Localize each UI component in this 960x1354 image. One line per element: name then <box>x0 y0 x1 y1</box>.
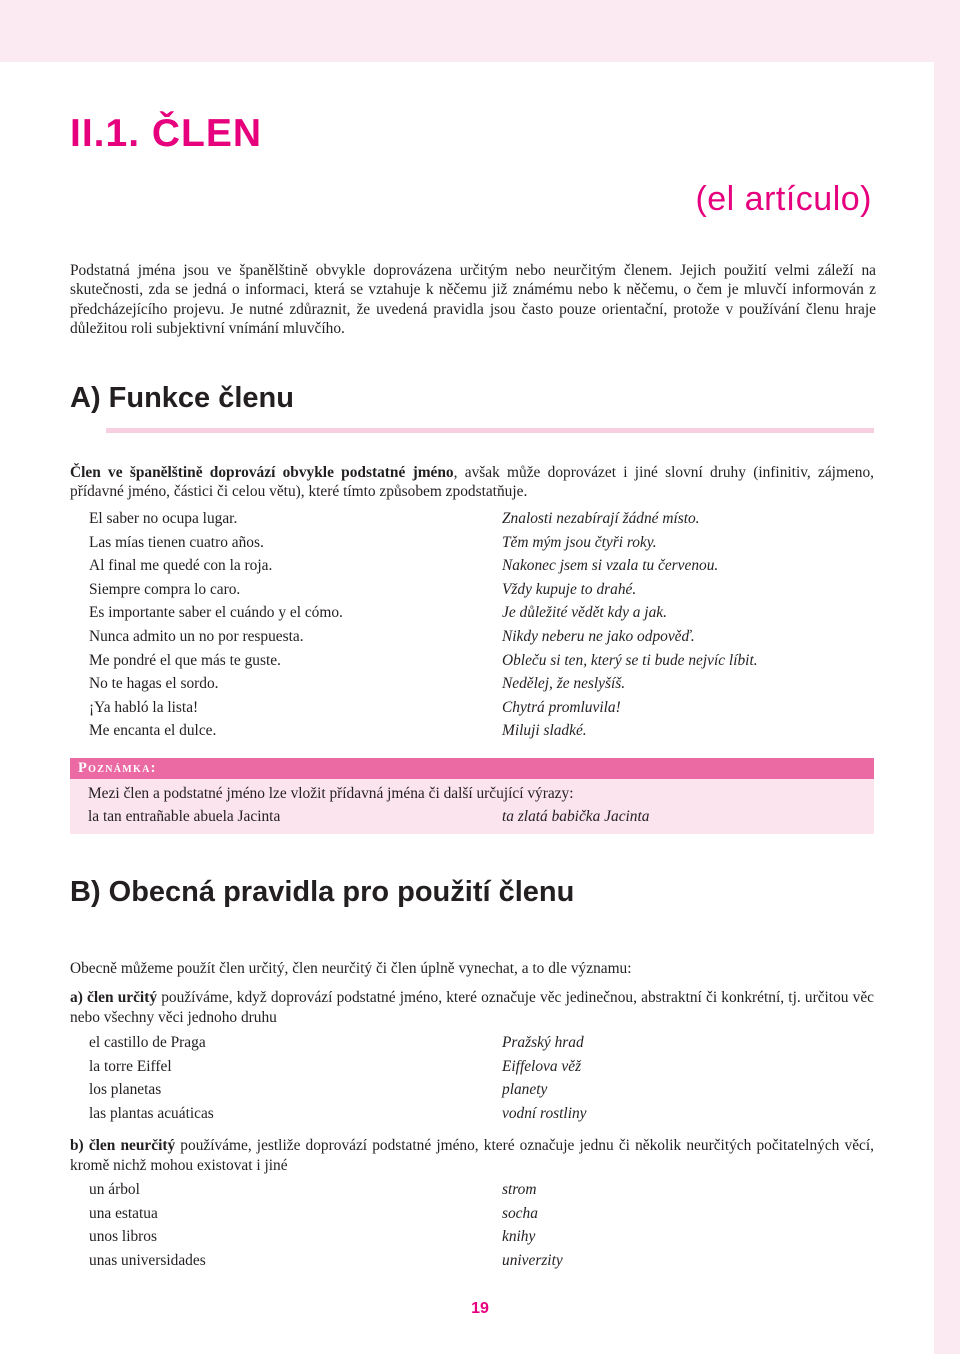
section-a-divider <box>106 428 874 433</box>
example-czech: Je důležité vědět kdy a jak. <box>502 604 667 622</box>
example-czech: Těm mým jsou čtyři roky. <box>502 533 657 551</box>
note-example-cz: ta zlatá babička Jacinta <box>502 808 650 825</box>
intro-paragraph: Podstatná jména jsou ve španělštině obvykle doprovázena určitým nebo neurčitým členem. Jejich použití velmi záleží na skutečnosti, zda se jedná o informaci, která se vztahuje k něčemu již známému nebo k něčemu, o čem je mluvčí informován z předcházejícího projevu. Je nutné zdůraznit, že uvedená pravidla jsou často pouze orientační, protože v používání členu hraje důležitou roli subjektivní vnímání mluvčího. <box>70 262 876 338</box>
example-czech: knihy <box>502 1228 536 1246</box>
top-band <box>0 0 960 62</box>
example-spanish: unos libros <box>89 1228 157 1246</box>
example-czech: Chytrá promluvila! <box>502 698 621 716</box>
section-a-examples <box>0 509 960 745</box>
note-example-es: la tan entrañable abuela Jacinta <box>88 808 281 825</box>
note-box <box>70 758 874 834</box>
example-czech: Pražský hrad <box>502 1034 584 1051</box>
example-spanish: unas universidades <box>89 1251 206 1269</box>
example-row <box>0 603 960 627</box>
page-number: 19 <box>471 1300 489 1317</box>
example-row <box>0 674 960 698</box>
example-row <box>0 721 960 745</box>
item-a-examples <box>0 1033 960 1127</box>
example-row <box>0 1227 960 1251</box>
example-czech: Vždy kupuje to drahé. <box>502 580 637 598</box>
item-a-text: používáme, když doprovází podstatné jméno, které označuje věc jedinečnou, abstraktní či konkrétní, tj. určitou věc nebo všechny věci jednoho druhu <box>70 989 875 1026</box>
example-row <box>0 1080 960 1104</box>
example-spanish: Me encanta el dulce. <box>89 722 217 740</box>
item-a-prefix: a) <box>70 989 88 1006</box>
example-row <box>0 1204 960 1228</box>
definition-bold: Člen ve španělštině doprovází obvykle podstatné jméno <box>70 464 454 481</box>
example-spanish: los planetas <box>89 1081 162 1099</box>
example-spanish: Siempre compra lo caro. <box>89 580 241 598</box>
example-czech: vodní rostliny <box>502 1104 587 1122</box>
chapter-title: II.1. ČLEN <box>70 112 263 155</box>
example-row <box>0 1033 960 1057</box>
definition-rest: , avšak může doprovázet i jiné slovní druhy (infinitiv, zájmeno, přídavné jméno, částici či celou větu), které tímto způsobem zpodstatňuje. <box>70 464 874 501</box>
example-czech: Nakonec jsem si vzala tu červenou. <box>502 557 719 575</box>
example-row <box>0 533 960 557</box>
example-row <box>0 1057 960 1081</box>
example-row <box>0 698 960 722</box>
item-b-term: člen neurčitý <box>88 1137 176 1154</box>
example-spanish: Es importante saber el cuándo y el cómo. <box>89 604 343 622</box>
example-czech: univerzity <box>502 1251 563 1269</box>
example-spanish: la torre Eiffel <box>89 1057 172 1075</box>
example-spanish: El saber no ocupa lugar. <box>89 510 238 527</box>
example-row <box>0 627 960 651</box>
example-czech: Obleču si ten, který se ti bude nejvíc líbit. <box>502 651 758 669</box>
example-spanish: el castillo de Praga <box>89 1034 206 1051</box>
note-header <box>70 758 874 779</box>
rule-item-a <box>70 988 874 1027</box>
example-spanish: Me pondré el que más te guste. <box>89 651 281 669</box>
example-spanish: Al final me quedé con la roja. <box>89 557 273 575</box>
example-czech: Eiffelova věž <box>502 1057 582 1075</box>
example-row <box>0 1180 960 1204</box>
section-a-heading: A) Funkce členu <box>70 382 294 414</box>
rule-item-b <box>70 1136 874 1175</box>
note-label: Poznámka: <box>78 760 157 776</box>
example-row <box>0 509 960 533</box>
example-spanish: ¡Ya habló la lista! <box>89 698 199 716</box>
note-text: Mezi člen a podstatné jméno lze vložit přídavná jména či další určující výrazy: <box>88 785 574 802</box>
example-row <box>0 651 960 675</box>
example-spanish: No te hagas el sordo. <box>89 675 219 693</box>
item-b-examples <box>0 1180 960 1274</box>
example-spanish: Nunca admito un no por respuesta. <box>89 627 304 645</box>
example-czech: Nikdy neberu ne jako odpověď. <box>502 627 695 645</box>
example-czech: socha <box>502 1204 538 1222</box>
example-row <box>0 1104 960 1128</box>
item-b-prefix: b) <box>70 1137 89 1154</box>
item-b-text: používáme, jestliže doprovází podstatné jméno, které označuje jednu či několik neurčitých počitatelných věcí, kromě nichž mohou existovat i jiné <box>70 1137 874 1174</box>
example-spanish: las plantas acuáticas <box>89 1104 214 1122</box>
example-row <box>0 580 960 604</box>
chapter-subtitle: (el artículo) <box>695 180 872 218</box>
section-b-intro: Obecně můžeme použít člen určitý, člen neurčitý či člen úplně vynechat, a to dle významu: <box>70 960 632 977</box>
example-spanish: una estatua <box>89 1204 158 1222</box>
example-czech: strom <box>502 1181 537 1198</box>
example-czech: planety <box>502 1081 548 1099</box>
example-czech: Miluji sladké. <box>502 722 587 740</box>
example-row <box>0 1251 960 1275</box>
item-a-term: člen určitý <box>87 989 158 1006</box>
example-czech: Znalosti nezabírají žádné místo. <box>502 510 700 527</box>
example-row <box>0 556 960 580</box>
section-b-heading: B) Obecná pravidla pro použití členu <box>70 876 575 908</box>
example-czech: Nedělej, že neslyšíš. <box>502 675 626 693</box>
section-a-definition <box>70 463 874 502</box>
example-spanish: Las mías tienen cuatro años. <box>89 533 264 551</box>
example-spanish: un árbol <box>89 1181 140 1198</box>
